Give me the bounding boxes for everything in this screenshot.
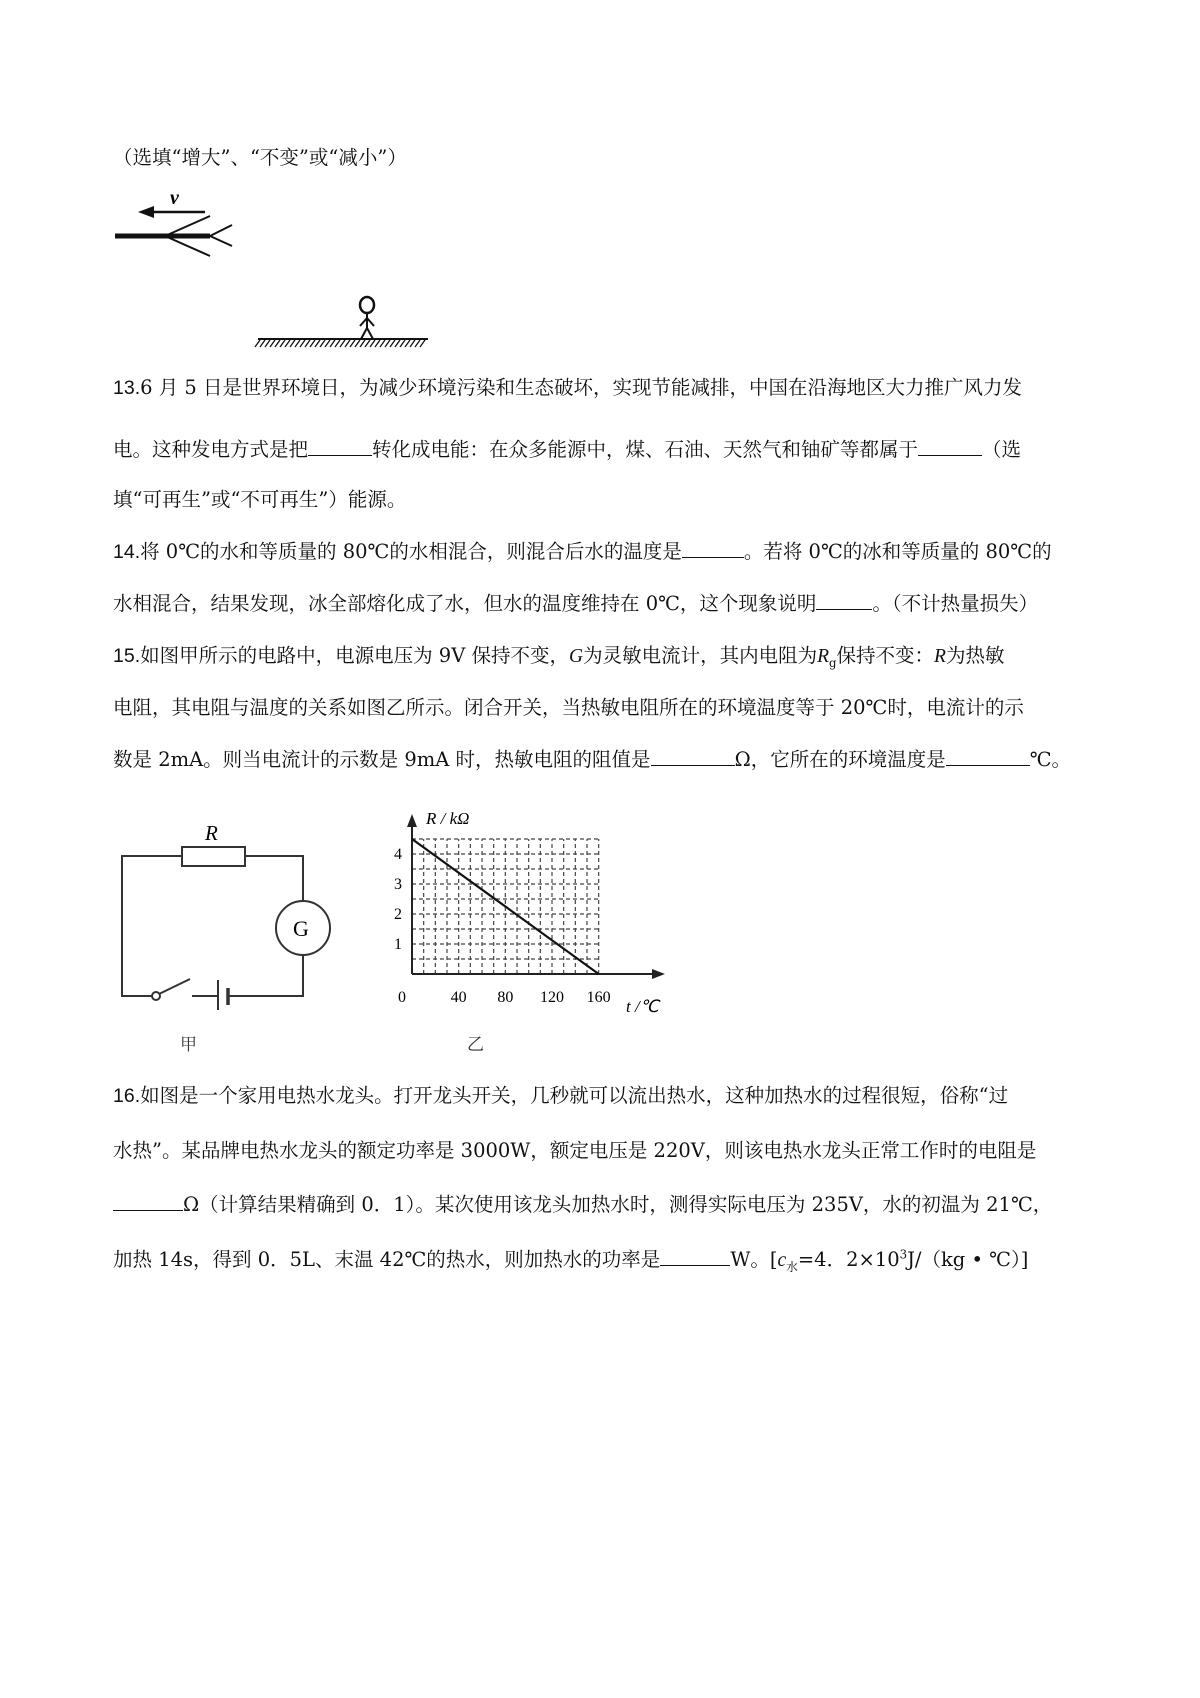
aircraft-wing-top [165, 216, 210, 236]
resistor [182, 847, 245, 866]
aircraft-tail-bottom [210, 236, 232, 246]
q13-line3: 填“可再生”或“不可再生”）能源。 [113, 488, 407, 511]
q13-blank-1[interactable] [308, 436, 372, 457]
q12-figure [110, 180, 430, 350]
q15-var-R: R [817, 646, 830, 667]
hatch-mark [365, 340, 370, 347]
hatch-mark [330, 340, 335, 347]
q16-text-3: Ω（计算结果精确到 0．1）。某次使用该龙头加热水时，测得实际电压为 235V，水的初温为 21℃， [183, 1193, 1053, 1216]
person-arm-right [367, 318, 374, 326]
ground-hatching [255, 340, 425, 347]
x-tick-label: 160 [586, 989, 611, 1006]
galvanometer-label: G [293, 916, 309, 941]
x-axis-arrow [652, 969, 665, 979]
q16-blank-1[interactable] [113, 1191, 183, 1212]
q14-number: 14. [113, 541, 141, 563]
wire-right [245, 856, 303, 901]
q15-text-3c: ℃。 [1029, 748, 1072, 771]
q15-text-1d: 为热敏 [945, 644, 1005, 667]
q14-text-1a: 将 0℃的水和等质量的 80℃的水相混合，则混合后水的温度是 [140, 540, 682, 563]
q16-var-c: c [777, 1250, 787, 1271]
hatch-mark [335, 340, 340, 347]
q13-line2 [113, 434, 1021, 462]
y-axis-label: R / kΩ [426, 812, 470, 828]
q15-text-1c: 保持不变： [836, 644, 935, 667]
x-tick-label: 40 [450, 989, 467, 1006]
hatch-mark [285, 340, 290, 347]
q16-line1 [113, 1080, 1008, 1108]
q16-line3 [113, 1189, 1052, 1217]
hatch-mark [340, 340, 345, 347]
hatch-mark [290, 340, 295, 347]
hatch-mark [410, 340, 415, 347]
q14-text-1b: 。若将 0℃的冰和等质量的 80℃的 [743, 540, 1052, 563]
q15-text-1b: 为灵敏电流计，其内电阻为 [583, 644, 818, 667]
q15-line1 [113, 640, 1004, 670]
aircraft-tail-top [210, 225, 232, 236]
q16-exponent: 3 [899, 1247, 908, 1262]
hatch-mark [270, 340, 275, 347]
hatch-mark [310, 340, 315, 347]
wire-right-lower [234, 955, 303, 996]
y-tick-label: 4 [394, 846, 402, 863]
q13-blank-2[interactable] [918, 436, 982, 457]
hatch-mark [390, 340, 395, 347]
y-tick-label: 2 [394, 906, 402, 923]
x-tick-label: 80 [497, 989, 514, 1006]
hatch-mark [305, 340, 310, 347]
hatch-mark [385, 340, 390, 347]
q13-line1 [113, 372, 1022, 400]
hatch-mark [345, 340, 350, 347]
wire-top [122, 856, 182, 996]
q14-blank-2[interactable] [816, 590, 872, 611]
q16-sub-water: 水 [786, 1259, 798, 1274]
hatch-mark [355, 340, 360, 347]
q13-text-1: 6 月 5 日是世界环境日，为减少环境污染和生态破坏，实现节能减排，中国在沿海地区大力推广风力发 [140, 376, 1023, 399]
q14-text-2b: 。（不计热量损失） [872, 592, 1039, 615]
hatch-mark [370, 340, 375, 347]
circuit-diagram [110, 810, 340, 1010]
q15-sub-g: g [829, 655, 837, 670]
x-axis-label: t /℃ [626, 997, 659, 1016]
resistance-temperature-chart [390, 812, 680, 1034]
q15-text-1a: 如图甲所示的电路中，电源电压为 9V 保持不变， [140, 644, 569, 667]
q15-line3 [113, 744, 1071, 772]
q15-var-R2: R [934, 646, 946, 667]
q16-text-4a: 加热 14s，得到 0．5L、末温 42℃的热水，则加热水的功率是 [113, 1248, 661, 1271]
hatch-mark [400, 340, 405, 347]
hatch-mark [260, 340, 265, 347]
hatch-mark [275, 340, 280, 347]
q13-text-2b: 转化成电能：在众多能源中，煤、石油、天然气和铀矿等都属于 [372, 438, 919, 461]
hatch-mark [405, 340, 410, 347]
q13-text-2c: （选 [982, 438, 1022, 461]
q15-text-3b: Ω，它所在的环境温度是 [734, 748, 946, 771]
q14-text-2a: 水相混合，结果发现，冰全部熔化成了水，但水的温度维持在 0℃，这个现象说明 [113, 592, 817, 615]
q13-text-2a: 电。这种发电方式是把 [113, 438, 309, 461]
resistor-label: R [205, 821, 218, 845]
person-leg-left [361, 328, 367, 339]
hatch-mark [415, 340, 420, 347]
q15-blank-1[interactable] [651, 746, 735, 767]
q15-blank-2[interactable] [946, 746, 1030, 767]
hatch-mark [315, 340, 320, 347]
person-head [360, 297, 374, 313]
hatch-mark [360, 340, 365, 347]
hatch-mark [375, 340, 380, 347]
q16-number: 16. [113, 1085, 141, 1107]
q13-number: 13. [113, 377, 141, 399]
velocity-arrowhead [138, 206, 154, 218]
q15-line2: 电阻，其电阻与温度的关系如图乙所示。闭合开关，当热敏电阻所在的环境温度等于 20℃时，电流计的示 [113, 696, 1024, 719]
switch-lever [159, 979, 190, 994]
hatch-mark [280, 340, 285, 347]
person-arm-left [360, 318, 367, 326]
x-tick-label: 0 [398, 989, 406, 1006]
q14-line2 [113, 588, 1038, 616]
q12-tail: （选填“增大”、“不变”或“减小”） [113, 146, 407, 169]
hatch-mark [395, 340, 400, 347]
person-leg-right [367, 328, 373, 339]
circuit-caption: 甲 [180, 1035, 197, 1055]
q16-text-4d: J/（kg • ℃）] [907, 1248, 1029, 1271]
q16-text-4b: W。[ [730, 1248, 778, 1271]
aircraft-wing-bottom [165, 236, 210, 256]
hatch-mark [325, 340, 330, 347]
hatch-mark [265, 340, 270, 347]
hatch-mark [350, 340, 355, 347]
q16-text-1: 如图是一个家用电热水龙头。打开龙头开关，几秒就可以流出热水，这种加热水的过程很短，俗称“过 [140, 1084, 1009, 1107]
hatch-mark [320, 340, 325, 347]
q16-line4 [113, 1244, 1028, 1275]
y-axis-arrow [407, 814, 417, 827]
q16-blank-2[interactable] [660, 1246, 730, 1267]
q16-line2: 水热”。某品牌电热水龙头的额定功率是 3000W，额定电压是 220V，则该电热水龙头正常工作时的电阻是 [113, 1139, 1037, 1162]
q15-number: 15. [113, 645, 141, 667]
hatch-mark [380, 340, 385, 347]
y-tick-label: 3 [394, 876, 402, 893]
chart-caption: 乙 [467, 1035, 484, 1055]
q14-blank-1[interactable] [682, 538, 744, 559]
hatch-mark [420, 340, 425, 347]
y-tick-label: 1 [394, 936, 402, 953]
hatch-mark [300, 340, 305, 347]
hatch-mark [295, 340, 300, 347]
x-tick-label: 120 [540, 989, 564, 1006]
q15-var-G: G [569, 646, 584, 667]
q15-text-3a: 数是 2mA。则当电流计的示数是 9mA 时，热敏电阻的阻值是 [113, 748, 651, 771]
q14-line1 [113, 536, 1052, 564]
velocity-label: v [170, 187, 179, 209]
q16-text-4c: =4．2×10 [797, 1248, 900, 1271]
hatch-mark [255, 340, 260, 347]
